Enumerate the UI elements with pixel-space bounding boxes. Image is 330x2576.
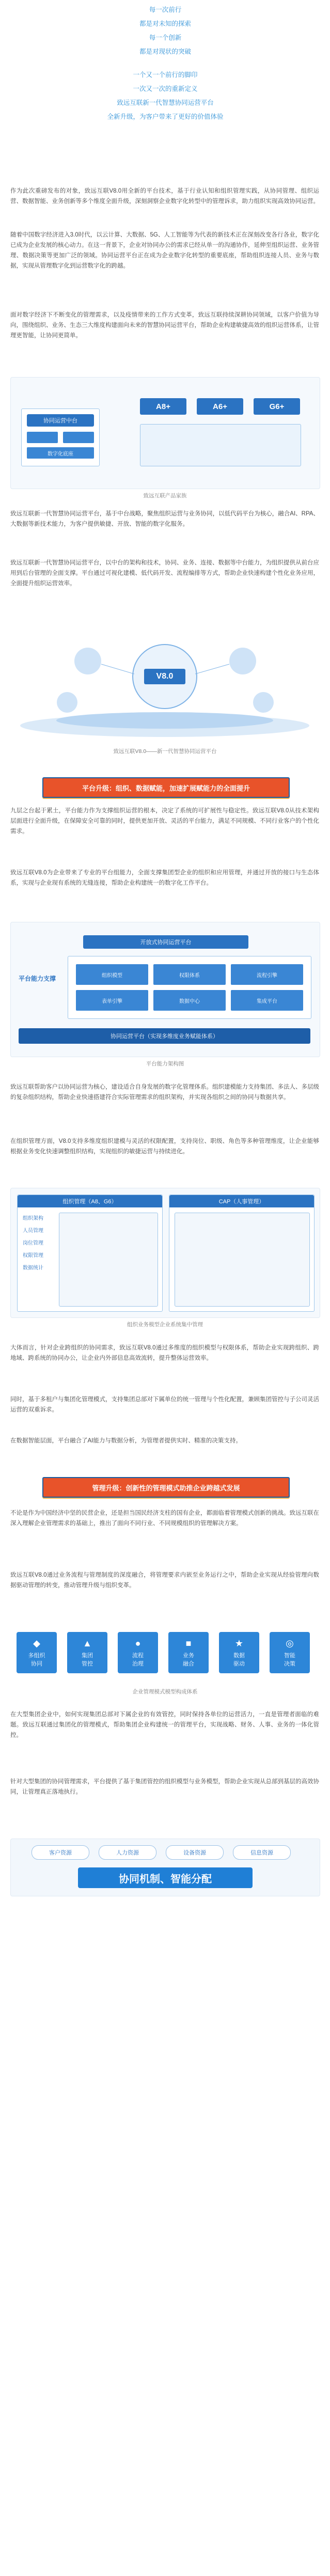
platform-box	[21, 409, 100, 466]
resource-pill: 信息资源	[233, 1845, 291, 1860]
figure-caption: 平台能力架构图	[146, 1061, 184, 1067]
layer-operation-platform: 协同运营平台（实现多维度业务赋能体系）	[19, 1028, 310, 1044]
left-screen-title: 组织管理（A8、G6）	[18, 1195, 162, 1207]
capability-cell: 权限体系	[153, 964, 226, 985]
body-paragraph: 致远互联V8.0为企业带来了专业的平台组能力，全面支撑集团型企业的组织和应用管理，并通过开放的接口与生态体系，实现与企业现有系统的无缝连接，帮助企业构建统一的数字化工作平台。	[10, 870, 319, 886]
capability-cell: 集成平台	[231, 990, 303, 1011]
body-paragraph: 同时，基于多租户与集团化管理模式，支持集团总部对下属单位的统一管理与个性化配置，兼顾集团管控与子公司灵活运营的双重诉求。	[10, 1396, 319, 1413]
intro-line: 一个又一个前行的脚印	[133, 71, 198, 78]
right-screen-title: CAP（人事管理）	[169, 1195, 314, 1207]
capability-cell: 组织模型	[76, 964, 148, 985]
tile-label: 智能 决策	[284, 1652, 295, 1667]
figure-caption: 组织业务模型企业系统集中管理	[127, 1322, 203, 1328]
body-paragraph: 在大型集团企业中，如何实现集团总部对下属企业的有效管控，同时保持各单位的运营活力，一直是管理者面临的难题。致远互联通过集团化的管理模式，帮助集团企业构建统一的管理平台，实现战略、财务、人事、业务的一体化管控。	[10, 1711, 319, 1738]
tile-label: 流程 治理	[132, 1652, 144, 1667]
platform-cell	[63, 432, 94, 443]
tile-label: 数据 驱动	[233, 1652, 245, 1667]
figure-caption: 致远互联产品家族	[143, 493, 187, 499]
figure-caption: 企业管理模式模型构成体系	[132, 1689, 198, 1695]
section-banner: 管理升级：创新性的管理模式助推企业跨越式发展	[42, 1477, 290, 1498]
body-paragraph: 在数据智能层面，平台融合了AI能力与数据分析，为管理者提供实时、精准的决策支持。	[10, 1438, 242, 1444]
tile-icon: ▲	[83, 1638, 92, 1648]
model-tile	[270, 1632, 310, 1673]
menu-item: 组织架构	[23, 1216, 43, 1221]
intro-line: 一次又一次的重新定义	[133, 85, 198, 92]
model-tile	[219, 1632, 259, 1673]
menu-item: 权限管理	[23, 1253, 43, 1259]
intro-line: 全新升级，为客户带来了更好的价值体验	[107, 113, 224, 120]
intro-line: 都是对现状的突破	[139, 48, 191, 55]
model-tile	[67, 1632, 107, 1673]
body-paragraph: 致远互联帮助客户以协同运营为核心，建设适合自身发展的数字化管理体系。组织建模能力支持集团、多法人、多层级的复杂组织结构，帮助企业快速搭建符合实际管理需求的组织架构，并实现各组织之间的协同与数据共享。	[10, 1084, 319, 1101]
model-tile	[168, 1632, 209, 1673]
allocation-title: 协同机制、智能分配	[78, 1867, 253, 1888]
body-paragraph: 在组织管理方面，V8.0支持多维度组织建模与灵活的权限配置，支持岗位、职级、角色等多种管理维度，让企业能够根据业务变化快速调整组织结构，实现组织的敏捷运营与持续进化。	[10, 1138, 319, 1155]
capability-cell: 数据中心	[153, 990, 226, 1011]
platform-cell	[27, 432, 58, 443]
tile-icon: ■	[185, 1638, 192, 1648]
layer-open-platform: 开放式协同运营平台	[83, 935, 248, 949]
content-area	[59, 1213, 158, 1307]
chip-a6: A6+	[197, 398, 243, 415]
figure-caption: 致远互联V8.0——新一代智慧协同运营平台	[113, 748, 217, 755]
intro-block	[77, 3, 253, 181]
body-paragraph: 大体而言，针对企业跨组织的协同需求，致远互联V8.0通过多维度的组织模型与权限体系，帮助企业实现跨组织、跨地域、跨系统的协同办公，让企业内外部信息高效流转，提升整体运营效率。	[10, 1345, 319, 1361]
resource-allocation-figure	[10, 1839, 320, 1896]
tile-label: 业务 融合	[183, 1652, 194, 1667]
org-screen-left	[17, 1195, 163, 1312]
product-family-figure	[10, 377, 320, 489]
v8-platform-figure	[10, 620, 319, 744]
model-tile	[17, 1632, 57, 1673]
body-paragraph: 致远互联新一代智慧协同运营平台，以中台的架构和技术，协同、业务、连接、数据等中台能力，为组织提供从前台应用到后台管理的全面支撑。平台通过可视化建模、低代码开发、流程编排等方式，帮助企业快速构建个性化业务应用，全面提升组织运营效率。	[10, 560, 319, 587]
product-panel	[140, 424, 301, 466]
intro-line: 都是对未知的探索	[139, 20, 191, 27]
tile-icon: ★	[234, 1638, 244, 1648]
body-paragraph: 随着中国数字经济进入3.0时代，以云计算、大数据、5G、人工智能等为代表的新技术正在深刻改变各行各业，数字化已成为企业发展的核心动力。在这一背景下，企业对协同办公的需求已经从单一的沟通协作，延伸至组织运营、业务管理、数据决策等更加广泛的领域。协同运营平台正在成为企业数字化转型的重要底座，帮助组织连接人员、业务与数据，实现从管理数字化到运营数字化的跨越。	[10, 232, 319, 269]
menu-item: 岗位管理	[23, 1240, 43, 1246]
menu-item: 人员管理	[23, 1228, 43, 1234]
resource-pill: 设备资源	[166, 1845, 224, 1860]
tile-label: 集团 管控	[82, 1652, 93, 1667]
body-paragraph: 作为此次重磅发布的对象，致远互联V8.0用全新的平台技术，基于行业认知和组织管理实践，从协同管理、组织运营、数据智能、业务创新等多个维度全面升级，深刻洞察企业数字化转型中的管理诉求，助力组织实现高效协同运营。	[10, 188, 319, 205]
chip-g6: G6+	[254, 398, 300, 415]
body-paragraph: 九层之台起于累土，平台能力作为支撑组织运营的根本，决定了系统的可扩展性与稳定性。致远互联V8.0从技术架构层面进行全面升级，在保障安全可靠的同时，提供更加开放、灵活的平台能力，满足不同规模、不同行业客户的个性化需求。	[10, 808, 319, 835]
intro-line: 致远互联新一代智慧协同运营平台	[117, 99, 214, 106]
resource-pill: 人力资源	[99, 1845, 156, 1860]
model-tile	[118, 1632, 158, 1673]
platform-label: 协同运营中台	[27, 414, 94, 427]
platform-capability-figure	[10, 922, 320, 1057]
layer-support-label: 平台能力支撑	[19, 975, 56, 982]
org-screen-right	[169, 1195, 315, 1312]
foundation-label: 数字化底座	[27, 447, 94, 459]
body-paragraph: 致远互联新一代智慧协同运营平台，基于中台战略，聚焦组织运营与业务协同，以低代码平台为核心，融合AI、RPA、大数据等新技术能力，为客户提供敏捷、开放、智能的数字化服务。	[10, 511, 319, 527]
v8-core-label: V8.0	[144, 669, 185, 684]
capability-cell: 表单引擎	[76, 990, 148, 1011]
section-banner: 平台升级：组织、数据赋能，加速扩展赋能力的全面提升	[42, 777, 290, 798]
tile-icon: ●	[135, 1638, 141, 1648]
capability-cell: 流程引擎	[231, 964, 303, 985]
tile-label: 多组织 协同	[28, 1652, 45, 1667]
cells-panel	[68, 956, 311, 1019]
intro-line: 每一次前行	[149, 6, 182, 13]
content-area	[175, 1213, 310, 1307]
management-model-figure	[10, 1622, 319, 1684]
tile-icon: ◎	[286, 1638, 294, 1648]
menu-item: 数据统计	[23, 1265, 43, 1271]
body-paragraph: 致远互联V8.0通过业务流程与管理制度的深度融合，将管理要求内嵌至业务运行之中，帮助企业实现从经验管理向数据驱动管理的转变，推动管理升级与组织变革。	[10, 1572, 319, 1589]
chip-a8: A8+	[140, 398, 186, 415]
tile-icon: ◆	[33, 1638, 40, 1648]
org-management-figure	[10, 1188, 320, 1318]
body-paragraph: 面对数字经济下不断变化的管理需求，以及疫情带来的工作方式变革，致远互联持续深耕协同领域，以客户价值为导向，围绕组织、业务、生态三大维度构建面向未来的智慧协同运营平台，帮助企业构建敏捷高效的组织运营体系，让管理更智能，让协同更简单。	[10, 312, 319, 339]
body-paragraph: 针对大型集团的协同管理需求，平台提供了基于集团管控的组织模型与业务模型，帮助企业实现从总部到基层的高效协同，让管理真正落地执行。	[10, 1779, 319, 1795]
resource-pill: 客户资源	[32, 1845, 89, 1860]
body-paragraph: 不论是作为中国经济中坚的民营企业，还是担当国民经济支柱的国有企业，都面临着管理模式创新的挑战。致远互联在深入理解企业管理需求的基础上，推出了面向不同行业、不同规模组织的管理解决方案。	[10, 1510, 319, 1527]
intro-line: 每一个创新	[149, 34, 182, 41]
